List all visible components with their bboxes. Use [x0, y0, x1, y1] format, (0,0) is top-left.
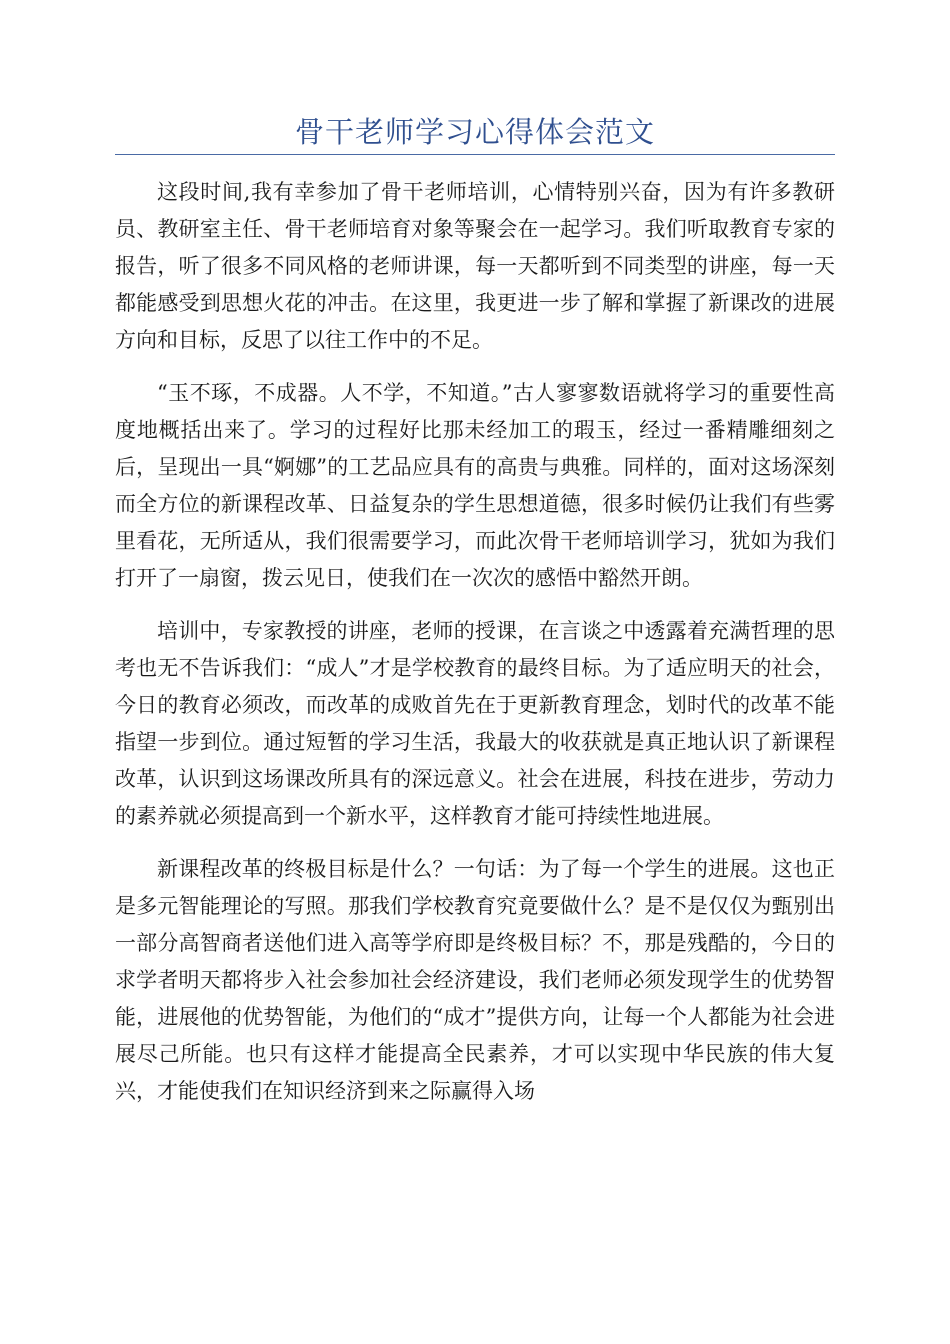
paragraph-3: 培训中，专家教授的讲座，老师的授课，在言谈之中透露着充满哲理的思考也无不告诉我们：“成人”才是学校教育的最终目标。为了适应明天的社会，今日的教育必须改，而改革的成败首先在于更新教育理念，划时代的改革不能指望一步到位。通过短暂的学习生活，我最大的收获就是真正地认识了新课程改革，认识到这场课改所具有的深远意义。社会在进展，科技在进步，劳动力的素养就必须提高到一个新水平，这样教育才能可持续性地进展。	[115, 619, 835, 828]
paragraph-1: 这段时间,我有幸参加了骨干老师培训，心情特别兴奋，因为有许多教研员、教研室主任、骨干老师培育对象等聚会在一起学习。我们听取教育专家的报告，听了很多不同风格的老师讲课，每一天都听到不同类型的讲座，每一天都能感受到思想火花的冲击。在这里，我更进一步了解和掌握了新课改的进展方向和目标，反思了以往工作中的不足。	[115, 180, 835, 352]
paragraph-2: “玉不琢，不成器。人不学，不知道。”古人寥寥数语就将学习的重要性高度地概括出来了。学习的过程好比那未经加工的瑕玉，经过一番精雕细刻之后，呈现出一具“婀娜”的工艺品应具有的高贵与典雅。同样的，面对这场深刻而全方位的新课程改革、日益复杂的学生思想道德，很多时候仍让我们有些雾里看花，无所适从，我们很需要学习，而此次骨干老师培训学习，犹如为我们打开了一扇窗，拨云见日，使我们在一次次的感悟中豁然开朗。	[115, 381, 835, 590]
paragraph-4: 新课程改革的终极目标是什么？一句话：为了每一个学生的进展。这也正是多元智能理论的写照。那我们学校教育究竟要做什么？是不是仅仅为甄别出一部分高智商者送他们进入高等学府即是终极目标？不，那是残酷的，今日的求学者明天都将步入社会参加社会经济建设，我们老师必须发现学生的优势智能，进展他的优势智能，为他们的“成才”提供方向，让每一个人都能为社会进展尽己所能。也只有这样才能提高全民素养，才可以实现中华民族的伟大复兴，才能使我们在知识经济到来之际赢得入场	[115, 857, 835, 1103]
title-underline	[115, 154, 835, 155]
document-title: 骨干老师学习心得体会范文	[294, 115, 655, 149]
document-body	[115, 174, 835, 1126]
